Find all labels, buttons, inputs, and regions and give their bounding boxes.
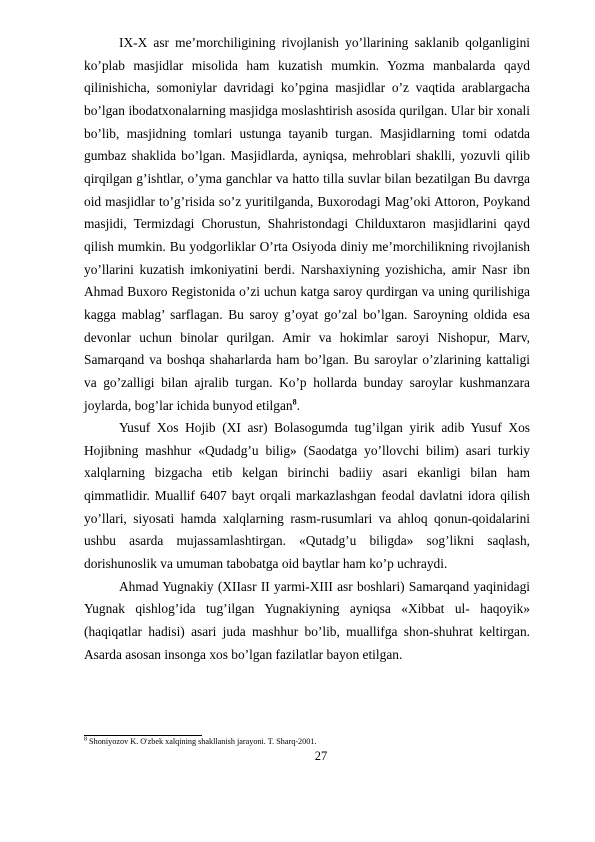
paragraph-architecture [84, 32, 530, 417]
page-number: 27 [314, 749, 328, 763]
footnote [84, 737, 530, 747]
footnote-text: Shoniyozov K. O'zbek xalqining shakllanish jarayoni. T. Sharq-2001. [87, 737, 317, 746]
footnote-reference[interactable]: 8 [292, 397, 297, 407]
paragraph-architecture-end: . [296, 397, 300, 413]
paragraph-yusuf-xos-hojib: Yusuf Xos Hojib (XI asr) Bolasogumda tug’ilgan yirik adib Yusuf Xos Hojibning mashhur «Qudadg’u bilig» (Saodatga yo’llovchi bilim) asari turkiy xalqlarning bizgacha etib kelgan birinchi badiiy asari ekanligi bilan ham qimmatlidir. Muallif 6407 bayt orqali markazlashgan feodal davlatni idora qilish yo’llari, siyosati hamda xalqlarning rasm-rusumlari va ahloq qonun-qoidalarini ushbu asarda mujassamlashtirgan. «Qutadg’u biligda» sog’likni saqlash, dorishunoslik va umuman tabobatga oid baytlar ham ko’p uchraydi. [84, 420, 530, 572]
body-text [84, 32, 530, 666]
footnote-divider [84, 735, 202, 736]
footnote-marker: 8 [84, 736, 87, 743]
paragraph-architecture-text: IX-X asr me’morchiligining rivojlanish yo’llarining saklanib qolganligini ko’plab masjidlar misolida ham kuzatish mumkin. Yozma manbalarda qayd qilinishicha, somoniylar davridagi ko’pgina masjidlar o’z vaqtida arablargacha bo’lgan ibodatxonalarning masjidga moslashtirish asosida qurilgan. Ular bir xonali bo’lib, masjidning tomlari ustunga tayanib turgan. Masjidlarning tomi odatda gumbaz shaklida bo’lgan. Masjidlarda, ayniqsa, mehroblari shaklli, yozuvli qilib qirqilgan g’ishtlar, o’yma ganchlar va hatto tilla suvlar bilan bezatilgan Bu davrga oid masjidlar to’g’risida so’z yuritilganda, Buxorodagi Mag’oki Attoron, Poykand masjidi, Termizdagi Chorustun, Shahristondagi Childuxtaron masjidlarini qayd qilish mumkin. Bu yodgorliklar O’rta Osiyoda diniy me’morchilikning rivojlanish yo’llarini kuzatish imkoniyatini berdi. Narshaxiyning yozishicha, amir Nasr ibn Ahmad Buxoro Registonida o’zi uchun katga saroy qurdirgan va uning qurilishiga kagga mablag’ sarflagan. Bu saroy g’oyat go’zal bo’lgan. Saroyning oldida esa devonlar uchun binolar qurilgan. Amir va hokimlar saroyi Nishopur, Marv, Samarqand va boshqa shaharlarda ham bo’lgan. Bu saroylar o’zlarining kattaligi va go’zalligi bilan ajralib turgan. Ko’p hollarda bunday saroylar kushmanzara joylarda, bog’lar ichida bunyod etilgan [84, 35, 530, 413]
paragraph-ahmad-yugnakiy: Ahmad Yugnakiy (XIIasr II yarmi-XIII asr boshlari) Samarqand yaqinidagi Yugnak qishlog’ida tug’ilgan Yugnakiyning ayniqsa «Xibbat ul- haqoyik» (haqiqatlar hadisi) asari juda mashhur bo’lib, muallifga shon-shuhrat keltirgan. Asarda asosan insonga xos bo’lgan fazilatlar bayon etilgan. [84, 578, 530, 662]
